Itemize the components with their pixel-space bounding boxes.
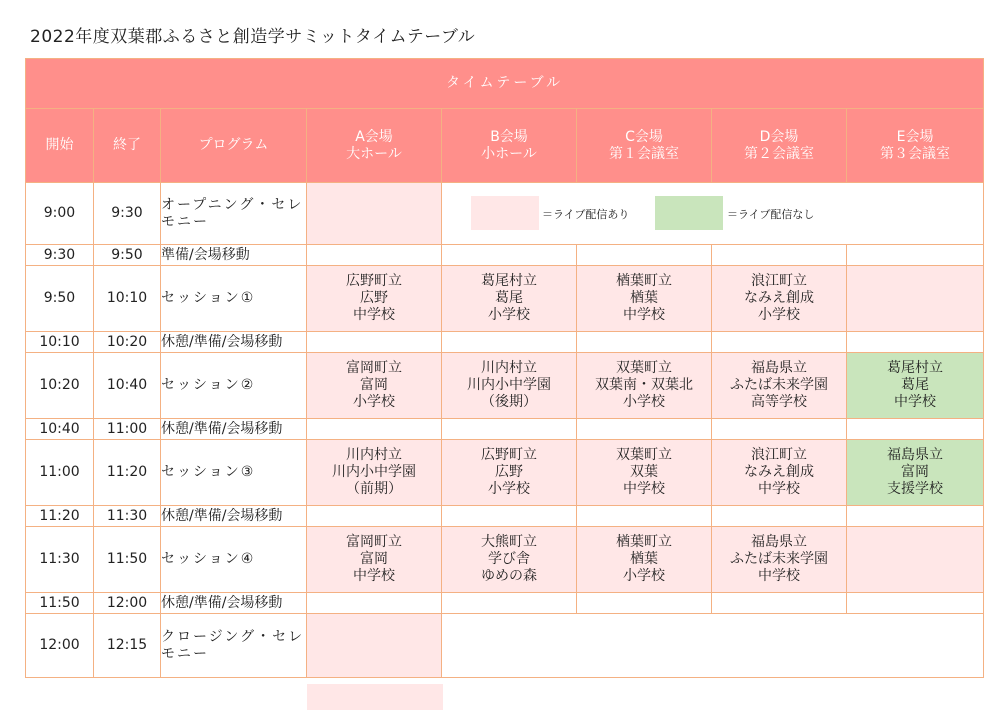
venue-cell: 葛尾村立 葛尾 小学校 (442, 266, 577, 332)
end-time: 10:20 (94, 332, 161, 353)
program-name: セッション① (161, 266, 307, 332)
program-name: オープニング・セレモニー (161, 183, 307, 245)
venue-cell: 富岡町立 富岡 中学校 (307, 527, 442, 593)
venue-cell (577, 506, 712, 527)
venue-d-header (712, 109, 847, 183)
program-name: セッション④ (161, 527, 307, 593)
program-name: 休憩/準備/会場移動 (161, 593, 307, 614)
venue-cell (307, 614, 442, 678)
start-time: 9:30 (26, 245, 94, 266)
venue-cell: 福島県立 ふたば未来学園 高等学校 (712, 353, 847, 419)
venue-cell (442, 332, 577, 353)
venue-cell: 川内村立 川内小中学園 （前期） (307, 440, 442, 506)
legend-live-label: ＝ライブ配信あり (542, 208, 630, 221)
venue-cell (847, 332, 984, 353)
legend-live-swatch (471, 196, 539, 230)
venue-cell: 双葉町立 双葉 中学校 (577, 440, 712, 506)
venue-c-name: C会場 (625, 128, 663, 145)
venue-a-name: A会場 (355, 128, 393, 145)
end-time: 11:20 (94, 440, 161, 506)
table-row (26, 332, 984, 353)
venue-e-room: 第３会議室 (880, 145, 951, 162)
venue-cell (847, 527, 984, 593)
venue-cell (307, 332, 442, 353)
venue-d-name: D会場 (759, 128, 799, 145)
venue-cell (847, 266, 984, 332)
venue-e-header (847, 109, 984, 183)
table-row (26, 266, 984, 332)
venue-cell: 富岡町立 富岡 小学校 (307, 353, 442, 419)
end-time: 11:50 (94, 527, 161, 593)
venue-cell: 楢葉町立 楢葉 小学校 (577, 527, 712, 593)
start-time: 10:40 (26, 419, 94, 440)
table-row (26, 245, 984, 266)
venue-cell (442, 419, 577, 440)
venue-cell: 浪江町立 なみえ創成 小学校 (712, 266, 847, 332)
table-row (26, 353, 984, 419)
table-row (26, 506, 984, 527)
program-name: 休憩/準備/会場移動 (161, 419, 307, 440)
end-time: 9:50 (94, 245, 161, 266)
program-name: セッション③ (161, 440, 307, 506)
venue-cell (442, 593, 577, 614)
end-header: 終了 (94, 109, 161, 183)
venue-cell (847, 419, 984, 440)
venue-cell (577, 419, 712, 440)
program-name: 準備/会場移動 (161, 245, 307, 266)
start-time: 11:30 (26, 527, 94, 593)
venue-cell: 楢葉町立 楢葉 中学校 (577, 266, 712, 332)
legend (442, 183, 984, 245)
start-time: 10:10 (26, 332, 94, 353)
venue-cell (577, 593, 712, 614)
start-time: 11:20 (26, 506, 94, 527)
venue-cell (712, 332, 847, 353)
venue-cell (442, 245, 577, 266)
end-time: 12:00 (94, 593, 161, 614)
start-time: 11:50 (26, 593, 94, 614)
table-row (26, 614, 984, 678)
venue-cell: 福島県立 ふたば未来学園 中学校 (712, 527, 847, 593)
program-name: クロージング・セレモニー (161, 614, 307, 678)
venue-cell (307, 419, 442, 440)
venue-cell (307, 593, 442, 614)
table-row (26, 440, 984, 506)
start-time: 9:00 (26, 183, 94, 245)
venue-cell: 川内村立 川内小中学園 （後期） (442, 353, 577, 419)
venue-cell (577, 332, 712, 353)
venue-cell (577, 245, 712, 266)
venue-cell (847, 245, 984, 266)
venue-cell (307, 183, 442, 245)
venue-cell (442, 506, 577, 527)
venue-cell (847, 593, 984, 614)
legend-nolive-label: ＝ライブ配信なし (727, 208, 815, 221)
venue-b-name: B会場 (490, 128, 528, 145)
venue-c-room: 第１会議室 (609, 145, 679, 162)
venue-cell: 福島県立 富岡 支援学校 (847, 440, 984, 506)
end-time: 10:40 (94, 353, 161, 419)
venue-cell (847, 506, 984, 527)
venue-cell (307, 245, 442, 266)
timetable (25, 58, 984, 678)
end-time: 12:15 (94, 614, 161, 678)
venue-d-room: 第２会議室 (744, 145, 814, 162)
header-row (26, 109, 984, 183)
venue-cell (712, 506, 847, 527)
end-time: 10:10 (94, 266, 161, 332)
live-column-extension (307, 684, 443, 710)
empty-area (442, 614, 984, 678)
venue-cell (712, 419, 847, 440)
timetable-banner: タイムテーブル (26, 59, 984, 109)
venue-cell (712, 593, 847, 614)
table-row (26, 419, 984, 440)
start-time: 9:50 (26, 266, 94, 332)
table-row (26, 593, 984, 614)
legend-nolive-swatch (655, 196, 723, 230)
venue-a-room: 大ホール (346, 145, 402, 162)
end-time: 11:30 (94, 506, 161, 527)
program-name: 休憩/準備/会場移動 (161, 332, 307, 353)
document-title: 2022年度双葉郡ふるさと創造学サミットタイムテーブル (30, 27, 476, 47)
end-time: 9:30 (94, 183, 161, 245)
venue-cell: 広野町立 広野 中学校 (307, 266, 442, 332)
venue-cell: 大熊町立 学び舎 ゆめの森 (442, 527, 577, 593)
venue-cell: 双葉町立 双葉南・双葉北 小学校 (577, 353, 712, 419)
program-name: セッション② (161, 353, 307, 419)
venue-c-header (577, 109, 712, 183)
venue-cell: 浪江町立 なみえ創成 中学校 (712, 440, 847, 506)
start-header: 開始 (26, 109, 94, 183)
table-row (26, 183, 984, 245)
venue-b-room: 小ホール (481, 145, 537, 162)
program-name: 休憩/準備/会場移動 (161, 506, 307, 527)
venue-cell (712, 245, 847, 266)
start-time: 11:00 (26, 440, 94, 506)
venue-cell (307, 506, 442, 527)
venue-a-header (307, 109, 442, 183)
table-row (26, 527, 984, 593)
start-time: 12:00 (26, 614, 94, 678)
venue-cell: 広野町立 広野 小学校 (442, 440, 577, 506)
venue-e-name: E会場 (896, 128, 934, 145)
venue-b-header (442, 109, 577, 183)
venue-cell: 葛尾村立 葛尾 中学校 (847, 353, 984, 419)
program-header: プログラム (161, 109, 307, 183)
end-time: 11:00 (94, 419, 161, 440)
start-time: 10:20 (26, 353, 94, 419)
